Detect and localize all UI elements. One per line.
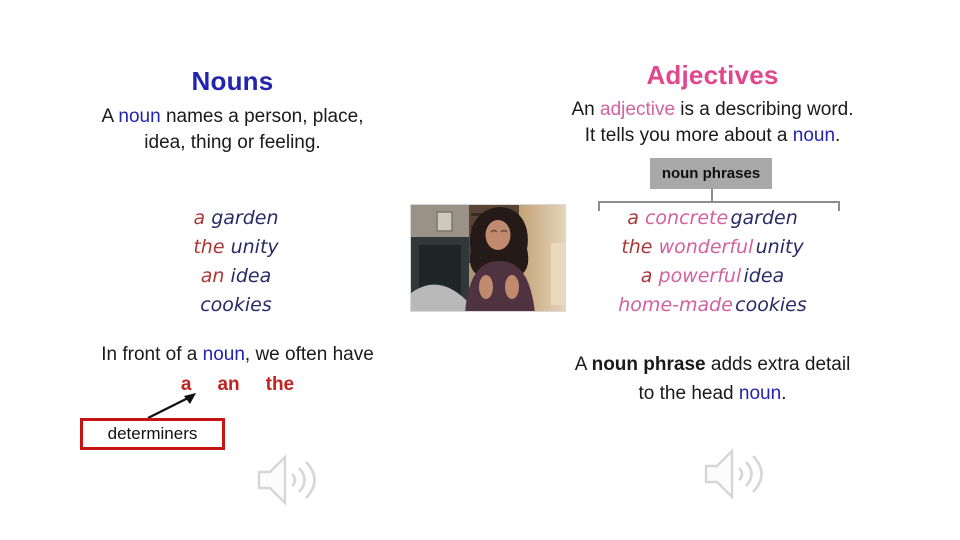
definition-segment: An (571, 99, 601, 120)
determiner-word: the (265, 374, 295, 395)
front-note-segment: , we often have (244, 344, 374, 365)
determiners-box-label: determiners (107, 424, 198, 443)
front-note (40, 342, 435, 398)
adjective-highlight: adjective (600, 99, 676, 120)
noun-phrase-examples-list (540, 204, 885, 320)
list-item: the unity (193, 236, 279, 258)
determiner-words (40, 372, 435, 398)
definition-segment: . (835, 125, 841, 146)
front-note-segment: In front of a (101, 344, 203, 365)
list-item: a powerful idea (640, 265, 785, 287)
list-item: a concrete garden (627, 207, 798, 229)
noun-highlight: noun (118, 106, 161, 127)
noun-phrase-highlight: noun phrase (591, 354, 706, 375)
list-item: cookies (200, 294, 272, 316)
noun-phrases-label (650, 158, 772, 189)
noun-phrases-label-text: noun phrases (661, 165, 761, 182)
noun-phrase-summary (530, 350, 895, 408)
determiner-word: an (217, 374, 240, 395)
definition-line2: idea, thing or feeling. (144, 132, 321, 153)
list-item: an idea (200, 265, 272, 287)
speaker-icon[interactable] (700, 446, 770, 502)
definition-segment: names a person, place, (160, 106, 364, 127)
definition-segment: is a describing word. (675, 99, 854, 120)
summary-segment: adds extra detail (705, 354, 851, 375)
summary-segment: A (574, 354, 592, 375)
list-item: the wonderful unity (621, 236, 804, 258)
noun-examples-list (62, 204, 410, 320)
list-item: a garden (193, 207, 279, 229)
summary-segment: to the head (638, 383, 739, 404)
noun-highlight: noun (202, 344, 245, 365)
adjectives-definition (530, 97, 895, 149)
nouns-definition (55, 104, 410, 156)
summary-segment: . (781, 383, 787, 404)
noun-highlight: noun (792, 125, 836, 146)
adjectives-title: Adjectives (646, 60, 779, 90)
determiner-word: a (180, 374, 192, 395)
noun-highlight: noun (738, 383, 782, 404)
definition-segment: It tells you more about a (584, 125, 793, 146)
nouns-title: Nouns (191, 66, 274, 96)
speaker-icon[interactable] (253, 452, 323, 508)
definition-segment: A (101, 106, 119, 127)
determiners-box (80, 418, 225, 450)
list-item: home-made cookies (618, 294, 807, 316)
